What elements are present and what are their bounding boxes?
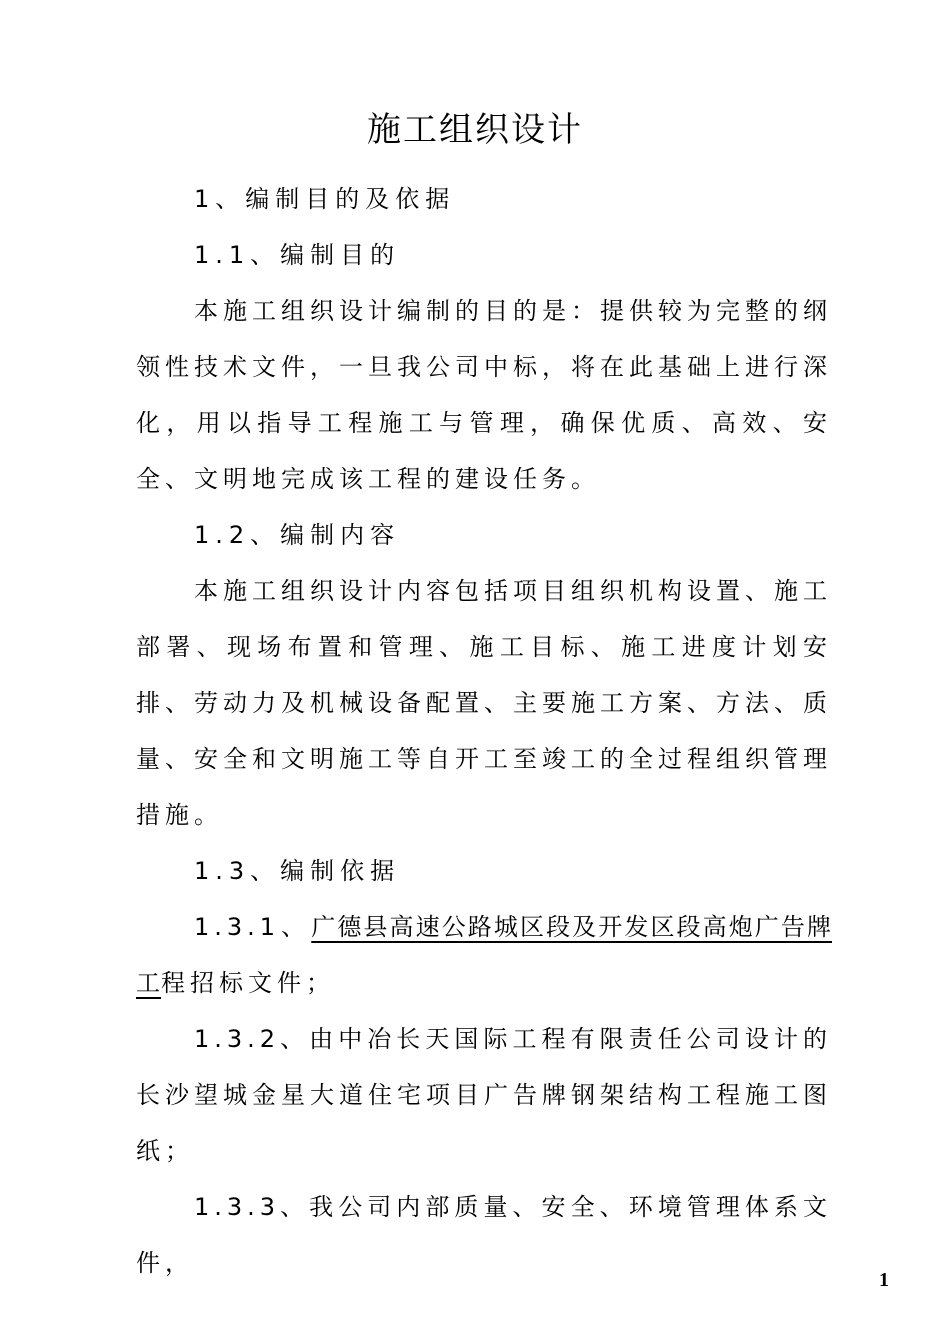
section-heading-1-2: 1.2、编制内容 bbox=[194, 521, 401, 549]
list-item-1-3-1 bbox=[136, 899, 832, 1011]
paragraph-1-1: 本施工组织设计编制的目的是：提供较为完整的纲领性技术文件，一旦我公司中标，将在此基础上进行深化，用以指导工程施工与管理，确保优质、高效、安全、文明地完成该工程的建设任务。 bbox=[136, 297, 832, 493]
paragraph-1-2: 本施工组织设计内容包括项目组织机构设置、施工部署、现场布置和管理、施工目标、施工进度计划安排、劳动力及机械设备配置、主要施工方案、方法、质量、安全和文明施工等自开工至竣工的全过程组织管理措施。 bbox=[136, 577, 832, 829]
list-item-1-3-1-rest: 程招标文件； bbox=[161, 969, 335, 997]
list-item-1-3-2: 1.3.2、由中冶长天国际工程有限责任公司设计的长沙望城金星大道住宅项目广告牌钢架结构工程施工图纸； bbox=[136, 1025, 832, 1165]
page-number: 1 bbox=[879, 1269, 889, 1291]
section-heading-1-3: 1.3、编制依据 bbox=[194, 857, 401, 885]
list-item-1-3-1-prefix: 1.3.1、 bbox=[194, 913, 312, 941]
section-heading-1-1: 1.1、编制目的 bbox=[194, 241, 401, 269]
list-item-1-3-1-underlined-title: 广德县高速公路城区段及开发区段高炮广告牌工 bbox=[136, 913, 832, 997]
document-body bbox=[136, 171, 832, 1291]
list-item-1-3-3: 1.3.3、我公司内部质量、安全、环境管理体系文件， bbox=[136, 1193, 832, 1277]
section-heading-1: 1、编制目的及依据 bbox=[194, 185, 456, 213]
document-title: 施工组织设计 bbox=[367, 110, 583, 150]
